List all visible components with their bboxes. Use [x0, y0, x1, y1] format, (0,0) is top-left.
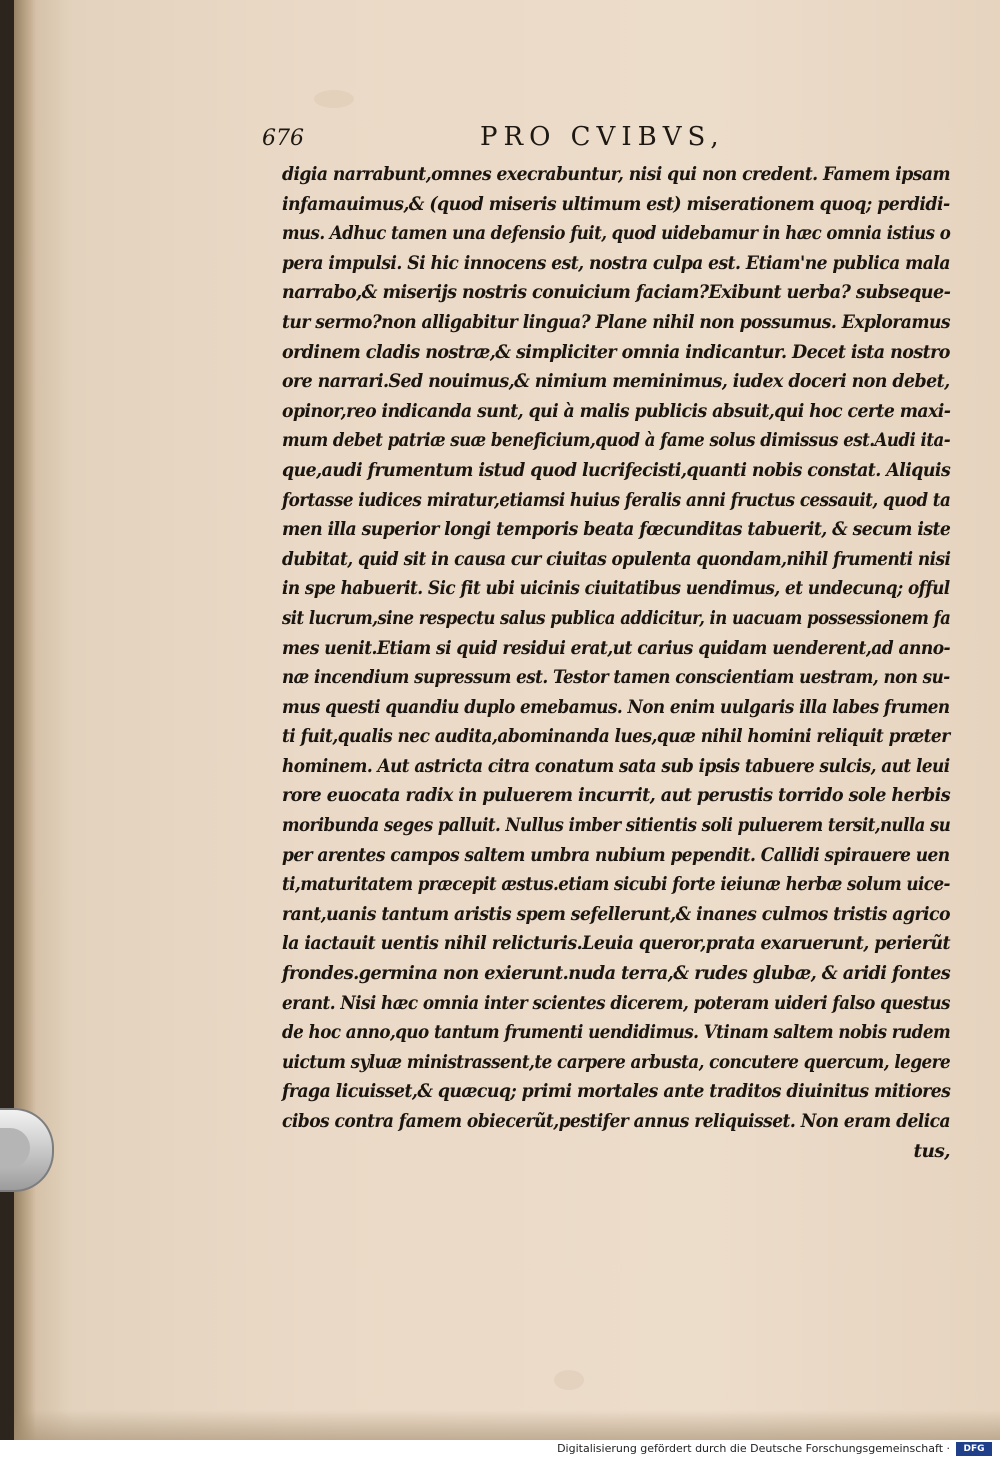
text-line: tus,: [913, 1140, 950, 1162]
text-line: pera impulsi. Si hic innocens est, nostra culpa est. Etiam'ne publica mala: [282, 252, 950, 274]
text-line: hominem. Aut astricta citra conatum sata sub ipsis tabuere sulcis, aut leui: [282, 755, 950, 777]
page-bottom-shadow: [14, 1410, 1000, 1440]
paper-stain: [554, 1370, 584, 1390]
paper-stain: [314, 90, 354, 108]
text-line: de hoc anno,quo tantum frumenti uendidimus. Vtinam saltem nobis rudem: [282, 1022, 951, 1044]
text-line: fortasse iudices miratur,etiamsi huius feralis anni fructus cessauit, quod ta: [282, 489, 951, 511]
text-line: infamauimus,& (quod miseris ultimum est) miserationem quoq; perdidi-: [282, 193, 950, 215]
text-line: fraga licuisset,& quæcuq; primi mortales ante traditos diuinitus mitiores: [282, 1081, 951, 1103]
text-line: mum debet patriæ suæ beneficium,quod à fame solus dimissus est.Audi ita-: [282, 430, 951, 452]
text-line: ore narrari.Sed nouimus,& nimium meminimus, iudex doceri non debet,: [282, 371, 950, 393]
text-line: moribunda seges palluit. Nullus imber sitientis soli puluerem tersit,nulla su: [282, 815, 951, 837]
text-line: rore euocata radix in puluerem incurrit, aut perustis torrido sole herbis: [282, 785, 951, 807]
page-gutter-shadow: [14, 0, 36, 1440]
text-line: mus. Adhuc tamen una defensio fuit, quod uidebamur in hæc omnia istius o: [282, 223, 951, 245]
running-head: PRO CVIBVS,: [480, 122, 725, 152]
text-line: que,audi frumentum istud quod lucrifecisti,quanti nobis constat. Aliquis: [282, 459, 951, 481]
footer-bar: [0, 1440, 1000, 1458]
text-line: per arentes campos saltem umbra nubium pependit. Callidi spirauere uen: [282, 844, 950, 866]
text-line: sit lucrum,sine respectu salus publica addicitur, in uacuam possessionem fa: [282, 607, 951, 629]
text-line: rant,uanis tantum aristis spem sefellerunt,& inanes culmos tristis agrico: [282, 903, 950, 925]
page-header: [262, 122, 962, 156]
text-line: cibos contra famem obiecerũt,pestifer annus reliquisset. Non eram delica: [282, 1111, 951, 1132]
text-line: ti fuit,qualis nec audita,abominanda lues,quæ nihil homini reliquit præter: [282, 726, 950, 748]
text-line: ti,maturitatem præcepit æstus.etiam sicubi forte ieiunæ herbæ solum uice-: [282, 874, 950, 896]
text-line: mes uenit.Etiam si quid residui erat,ut carius quidam uenderent,ad anno-: [282, 637, 951, 659]
text-line: erant. Nisi hæc omnia inter scientes dicerem, poteram uideri falso questus: [282, 992, 950, 1014]
folio-number: 676: [262, 126, 304, 151]
text-line: næ incendium supressum est. Testor tamen conscientiam uestram, non su-: [282, 667, 950, 689]
text-line: digia narrabunt,omnes execrabuntur, nisi qui non credent. Famem ipsam: [282, 164, 951, 185]
text-line: tur sermo?non alligabitur lingua? Plane nihil non possumus. Exploramus: [282, 311, 951, 333]
text-line: mus questi quandiu duplo emebamus. Non enim uulgaris illa labes frumen: [282, 696, 950, 718]
body-text: [282, 160, 950, 1166]
text-line: opinor,reo indicanda sunt, qui à malis publicis absuit,qui hoc certe maxi-: [282, 400, 951, 422]
dfg-logo: DFG: [956, 1442, 992, 1456]
text-line: dubitat, quid sit in causa cur ciuitas opulenta quondam,nihil frumenti nisi: [282, 548, 951, 570]
funding-credit: Digitalisierung gefördert durch die Deutsche Forschungsgemeinschaft ·: [557, 1442, 950, 1455]
text-line: uictum syluæ ministrassent,te carpere arbusta, concutere quercum, legere: [282, 1051, 951, 1073]
text-line: narrabo,& miserijs nostris conuicium faciam?Exibunt uerba? subseque-: [282, 282, 951, 304]
text-line: men illa superior longi temporis beata fœcunditas tabuerit, & secum iste: [282, 519, 951, 541]
text-line: ordinem cladis nostræ,& simpliciter omnia indicantur. Decet ista nostro: [282, 341, 950, 363]
text-line: la iactauit uentis nihil relicturis.Leuia queror,prata exaruerunt, perierũt: [282, 933, 950, 955]
text-line: in spe habuerit. Sic fit ubi uicinis ciuitatibus uendimus, et undecunq; offul: [282, 578, 950, 600]
text-line: frondes.germina non exierunt.nuda terra,& rudes glubæ, & aridi fontes: [282, 963, 951, 985]
